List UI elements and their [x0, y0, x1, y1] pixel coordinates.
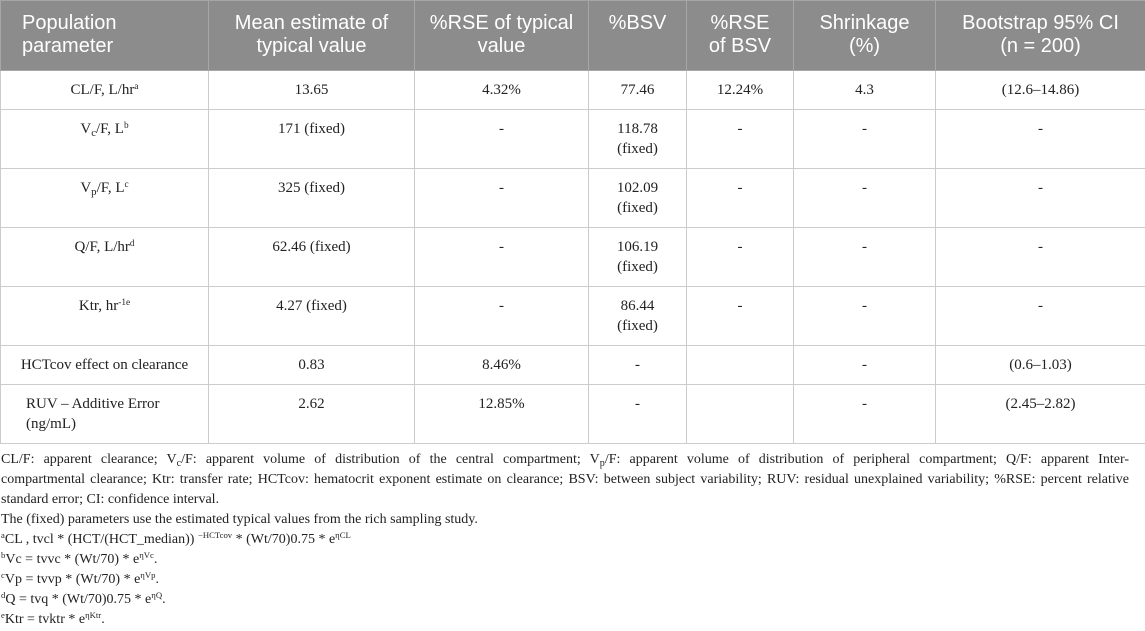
- rse-bsv-cell: [687, 287, 794, 346]
- value-line: 0.83: [298, 357, 325, 373]
- superscript-text: -1e: [118, 297, 131, 308]
- value-line: 12.24%: [716, 82, 764, 98]
- bootstrap-ci-cell: [936, 346, 1145, 385]
- superscript-text: b: [1, 550, 6, 561]
- value-line: -: [1038, 121, 1043, 137]
- shrinkage-cell: [794, 169, 936, 228]
- value-line: -: [1038, 239, 1043, 255]
- parameter-cell: [1, 287, 209, 346]
- value-line: (fixed): [617, 141, 658, 157]
- subscript-text: p: [91, 186, 97, 199]
- header-bsv: [589, 1, 687, 71]
- value-line: 77.46: [620, 82, 655, 98]
- value-line: 102.09: [616, 180, 659, 196]
- text-segment: .: [153, 552, 158, 567]
- formula-footnote-line: [1, 610, 1129, 630]
- value-line: -: [635, 357, 640, 373]
- mean-estimate-cell: [209, 346, 415, 385]
- value-line: -: [499, 239, 504, 255]
- column-header-line: %BSV: [608, 12, 667, 34]
- text-segment: Ktr, hr: [78, 298, 119, 314]
- value-line: -: [499, 298, 504, 314]
- rse-typical-cell: [415, 385, 589, 444]
- mean-estimate-cell: [209, 228, 415, 287]
- shrinkage-cell: [794, 110, 936, 169]
- value-line: (2.45–2.82): [1005, 396, 1076, 412]
- bootstrap-ci-cell: [936, 287, 1145, 346]
- superscript-text: d: [1, 590, 6, 601]
- text-segment: /F: apparent volume of distribution of peripheral compartment; Q/F: apparent Inter-: [604, 452, 1129, 467]
- header-mean-estimate: [209, 1, 415, 71]
- text-segment: /F, L: [96, 121, 124, 137]
- column-header-line: %RSE of typical: [429, 12, 574, 34]
- superscript-text: ηVc: [139, 550, 154, 561]
- value-line: -: [1038, 180, 1043, 196]
- value-line: 8.46%: [482, 357, 521, 373]
- header-rse-typical: [415, 1, 589, 71]
- subscript-text: c: [176, 457, 182, 469]
- mean-estimate-cell: [209, 385, 415, 444]
- column-header-line: typical value: [256, 35, 367, 57]
- value-line: -: [499, 180, 504, 196]
- parameter-cell: [1, 110, 209, 169]
- table-row: [1, 71, 1145, 110]
- parameter-cell: [1, 169, 209, 228]
- column-header-line: %RSE: [710, 12, 770, 34]
- bootstrap-ci-cell: [936, 110, 1145, 169]
- column-header-line: Mean estimate of: [234, 12, 389, 34]
- text-segment: CL , tvcl * (HCT/(HCT_median)): [4, 532, 198, 547]
- mean-estimate-cell: [209, 287, 415, 346]
- header-bootstrap-ci: [936, 1, 1145, 71]
- rse-bsv-cell: [687, 169, 794, 228]
- value-line: 118.78: [617, 121, 658, 137]
- subscript-text: p: [599, 457, 605, 469]
- value-line: 62.46 (fixed): [272, 239, 351, 255]
- formula-footnote-line: [1, 570, 1129, 590]
- bootstrap-ci-cell: [936, 169, 1145, 228]
- value-line: 4.32%: [482, 82, 521, 98]
- table-body: [1, 71, 1145, 444]
- parameter-cell: [1, 385, 209, 444]
- formula-footnote-line: [1, 530, 1129, 550]
- text-segment: V: [80, 121, 92, 137]
- parameter-line: [7, 178, 202, 198]
- column-header-line: of BSV: [708, 35, 772, 57]
- superscript-text: a: [134, 81, 139, 92]
- value-line: -: [1038, 298, 1043, 314]
- parameter-line: [26, 414, 202, 434]
- value-line: 106.19: [616, 239, 659, 255]
- text-segment: CL/F: apparent clearance; V: [1, 452, 177, 467]
- table-row: [1, 346, 1145, 385]
- text-segment: .: [162, 592, 166, 607]
- superscript-text: c: [124, 179, 129, 190]
- bsv-cell: [589, 169, 687, 228]
- value-line: 2.62: [298, 396, 325, 412]
- text-segment: The (fixed) parameters use the estimated typical values from the rich sampling study.: [1, 512, 478, 527]
- text-segment: RUV – Additive Error: [26, 396, 160, 412]
- shrinkage-cell: [794, 346, 936, 385]
- text-segment: Q/F, L/hr: [74, 239, 130, 255]
- mean-estimate-cell: [209, 110, 415, 169]
- text-segment: Vp = tvvp * (Wt/70) * e: [4, 572, 141, 587]
- value-line: -: [737, 180, 743, 196]
- bootstrap-ci-cell: [936, 385, 1145, 444]
- formula-footnote-line: [1, 550, 1129, 570]
- column-header-line: parameter: [22, 35, 114, 57]
- rse-bsv-cell: [687, 110, 794, 169]
- text-segment: .: [155, 572, 159, 587]
- text-segment: * (Wt/70)0.75 * e: [232, 532, 336, 547]
- parameter-cell: [1, 71, 209, 110]
- text-segment: Ktr = tvktr * e: [4, 612, 86, 627]
- header-population-parameter: [1, 1, 209, 71]
- abbreviations-line: [1, 450, 1129, 470]
- value-line: (12.6–14.86): [1001, 82, 1080, 98]
- text-segment: HCTcov effect on clearance: [20, 357, 189, 373]
- table-header: [1, 1, 1145, 71]
- shrinkage-cell: [794, 287, 936, 346]
- header-rse-bsv: [687, 1, 794, 71]
- value-line: 13.65: [294, 82, 329, 98]
- parameter-cell: [1, 346, 209, 385]
- mean-estimate-cell: [209, 169, 415, 228]
- value-line: -: [862, 298, 867, 314]
- superscript-text: ηQ: [151, 590, 163, 601]
- table-row: [1, 385, 1145, 444]
- abbreviations-line: [1, 490, 1129, 510]
- mean-estimate-cell: [209, 71, 415, 110]
- value-line: -: [862, 396, 867, 412]
- header-row: [1, 1, 1145, 71]
- text-segment: Vc = tvvc * (Wt/70) * e: [5, 552, 140, 567]
- column-header-line: value: [477, 35, 526, 57]
- rse-bsv-cell: [687, 71, 794, 110]
- value-line: -: [737, 239, 743, 255]
- value-line: 325 (fixed): [277, 180, 346, 196]
- value-line: 86.44: [620, 298, 655, 314]
- parameter-line: [7, 296, 202, 316]
- subscript-text: c: [91, 127, 96, 140]
- parameter-line: [7, 237, 202, 257]
- formula-footnote-line: [1, 590, 1129, 610]
- superscript-text: b: [123, 120, 129, 131]
- rse-typical-cell: [415, 287, 589, 346]
- column-header-line: Population: [22, 12, 117, 34]
- parameter-cell: [1, 228, 209, 287]
- superscript-text: ηCL: [335, 530, 351, 541]
- value-line: (fixed): [617, 200, 658, 216]
- value-line: -: [862, 239, 867, 255]
- header-shrinkage: [794, 1, 936, 71]
- value-line: (0.6–1.03): [1009, 357, 1072, 373]
- value-line: -: [737, 298, 743, 314]
- table-row: [1, 110, 1145, 169]
- superscript-text: −HCTcov: [197, 530, 233, 541]
- table-row: [1, 228, 1145, 287]
- bsv-cell: [589, 287, 687, 346]
- bsv-cell: [589, 385, 687, 444]
- table-row: [1, 169, 1145, 228]
- parameter-line: [26, 394, 202, 414]
- rse-typical-cell: [415, 71, 589, 110]
- superscript-text: e: [1, 610, 5, 621]
- value-line: 4.27 (fixed): [276, 298, 347, 314]
- shrinkage-cell: [794, 71, 936, 110]
- shrinkage-cell: [794, 385, 936, 444]
- value-line: -: [862, 180, 867, 196]
- value-line: -: [635, 396, 640, 412]
- value-line: 4.3: [855, 82, 874, 98]
- rse-typical-cell: [415, 110, 589, 169]
- value-line: (fixed): [617, 259, 658, 275]
- superscript-text: a: [1, 530, 5, 541]
- text-segment: .: [101, 612, 105, 627]
- parameter-line: [7, 80, 202, 100]
- text-segment: Q = tvq * (Wt/70)0.75 * e: [5, 592, 152, 607]
- shrinkage-cell: [794, 228, 936, 287]
- text-segment: V: [80, 180, 92, 196]
- bootstrap-ci-cell: [936, 228, 1145, 287]
- value-line: (fixed): [617, 318, 658, 334]
- bsv-cell: [589, 110, 687, 169]
- column-header-line: Shrinkage: [819, 12, 910, 34]
- text-segment: CL/F, L/hr: [70, 82, 135, 98]
- text-segment: /F: apparent volume of distribution of the central compartment; V: [181, 452, 600, 467]
- superscript-text: ηVp: [140, 570, 156, 581]
- bsv-cell: [589, 228, 687, 287]
- value-line: -: [737, 121, 743, 137]
- value-line: -: [862, 121, 867, 137]
- rse-typical-cell: [415, 346, 589, 385]
- column-header-line: Bootstrap 95% CI: [962, 12, 1119, 34]
- text-segment: (ng/mL): [26, 416, 76, 432]
- value-line: -: [862, 357, 867, 373]
- table-row: [1, 287, 1145, 346]
- bsv-cell: [589, 71, 687, 110]
- parameter-line: [7, 355, 202, 375]
- parameter-line: [7, 119, 202, 139]
- text-segment: compartmental clearance; Ktr: transfer rate; HCTcov: hematocrit exponent estimate on clearance; BSV: between subject variability; RUV: residual unexplained variability; %RSE: percent relative: [1, 472, 1129, 487]
- text-segment: standard error; CI: confidence interval.: [1, 492, 220, 507]
- fixed-note-line: [1, 510, 1129, 530]
- superscript-text: d: [129, 238, 135, 249]
- rse-typical-cell: [415, 228, 589, 287]
- column-header-line: (%): [848, 35, 881, 57]
- rse-bsv-cell: [687, 228, 794, 287]
- table-footnotes: [0, 450, 1129, 630]
- bootstrap-ci-cell: [936, 71, 1145, 110]
- superscript-text: ηKtr: [85, 610, 102, 621]
- rse-typical-cell: [415, 169, 589, 228]
- superscript-text: c: [1, 570, 5, 581]
- value-line: 171 (fixed): [277, 121, 346, 137]
- column-header-line: (n = 200): [1000, 35, 1081, 57]
- rse-bsv-cell: [687, 385, 794, 444]
- bsv-cell: [589, 346, 687, 385]
- abbreviations-line: [1, 470, 1129, 490]
- text-segment: /F, L: [96, 180, 125, 196]
- rse-bsv-cell: [687, 346, 794, 385]
- value-line: 12.85%: [478, 396, 525, 412]
- value-line: -: [499, 121, 504, 137]
